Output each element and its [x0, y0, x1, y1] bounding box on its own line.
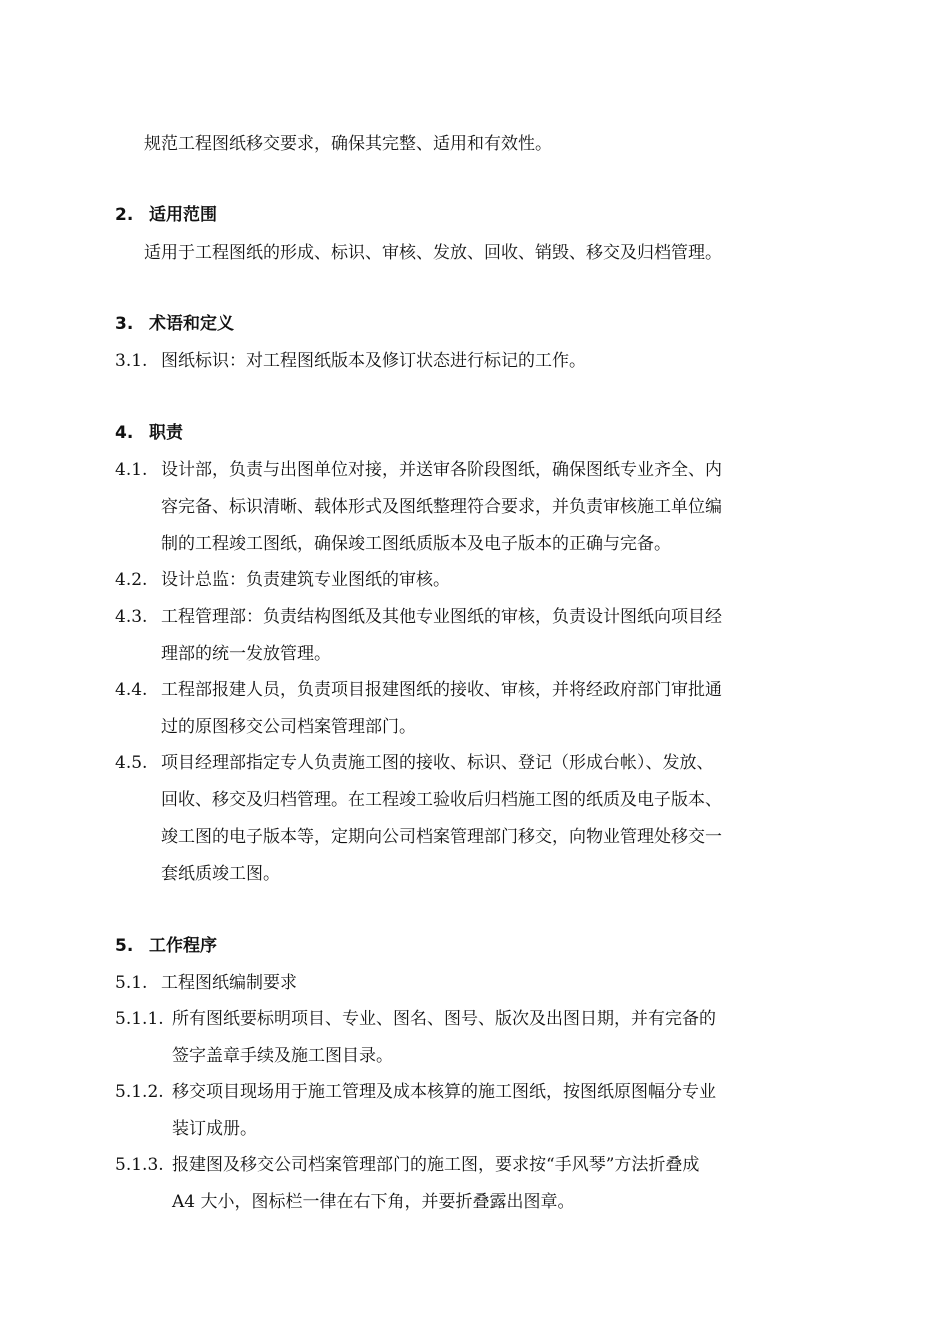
item-5-1-3-line: A4 大小，图标栏一律在右下角，并要折叠露出图章。	[172, 1192, 575, 1212]
section-3-title: 术语和定义	[149, 314, 234, 334]
item-4-4-number: 4.4.	[115, 680, 148, 700]
item-5-1-1-line: 签字盖章手续及施工图目录。	[172, 1046, 393, 1066]
item-3-1-text: 图纸标识：对工程图纸版本及修订状态进行标记的工作。	[161, 351, 586, 371]
item-4-1-line: 制的工程竣工图纸，确保竣工图纸质版本及电子版本的正确与完备。	[161, 534, 671, 554]
section-2-text: 适用于工程图纸的形成、标识、审核、发放、回收、销毁、移交及归档管理。	[144, 243, 722, 263]
item-5-1-number: 5.1.	[115, 973, 148, 993]
section-3-number: 3.	[115, 314, 134, 334]
item-4-4-line: 过的原图移交公司档案管理部门。	[161, 717, 416, 737]
section-5-title: 工作程序	[149, 936, 217, 956]
section-4-number: 4.	[115, 423, 134, 443]
item-5-1-3-line: 报建图及移交公司档案管理部门的施工图，要求按“手风琴”方法折叠成	[172, 1155, 700, 1175]
item-4-5-line: 项目经理部指定专人负责施工图的接收、标识、登记（形成台帐）、发放、	[161, 753, 714, 773]
purpose-text: 规范工程图纸移交要求，确保其完整、适用和有效性。	[144, 134, 552, 154]
item-4-5-line: 回收、移交及归档管理。在工程竣工验收后归档施工图的纸质及电子版本、	[161, 790, 722, 810]
item-4-1-number: 4.1.	[115, 460, 148, 480]
item-4-3-number: 4.3.	[115, 607, 148, 627]
section-4-title: 职责	[149, 423, 183, 443]
item-4-3-line: 理部的统一发放管理。	[161, 644, 331, 664]
item-4-1-line: 设计部，负责与出图单位对接，并送审各阶段图纸，确保图纸专业齐全、内	[161, 460, 722, 480]
item-4-1-line: 容完备、标识清晰、载体形式及图纸整理符合要求，并负责审核施工单位编	[161, 497, 722, 517]
item-4-5-line: 套纸质竣工图。	[161, 864, 280, 884]
item-5-1-text: 工程图纸编制要求	[161, 973, 297, 993]
item-4-5-number: 4.5.	[115, 753, 148, 773]
item-3-1-number: 3.1.	[115, 351, 148, 371]
item-5-1-2-line: 移交项目现场用于施工管理及成本核算的施工图纸，按图纸原图幅分专业	[172, 1082, 716, 1102]
item-5-1-1-line: 所有图纸要标明项目、专业、图名、图号、版次及出图日期，并有完备的	[172, 1009, 716, 1029]
section-5-number: 5.	[115, 936, 134, 956]
item-4-5-line: 竣工图的电子版本等，定期向公司档案管理部门移交，向物业管理处移交一	[161, 827, 722, 847]
item-4-2-line: 设计总监：负责建筑专业图纸的审核。	[161, 570, 450, 590]
section-2-title: 适用范围	[149, 205, 217, 225]
item-4-4-line: 工程部报建人员，负责项目报建图纸的接收、审核，并将经政府部门审批通	[161, 680, 722, 700]
item-5-1-2-line: 装订成册。	[172, 1119, 257, 1139]
item-5-1-3-number: 5.1.3.	[115, 1155, 164, 1175]
item-4-2-number: 4.2.	[115, 570, 148, 590]
item-5-1-1-number: 5.1.1.	[115, 1009, 164, 1029]
item-4-3-line: 工程管理部：负责结构图纸及其他专业图纸的审核，负责设计图纸向项目经	[161, 607, 722, 627]
section-2-number: 2.	[115, 205, 134, 225]
item-5-1-2-number: 5.1.2.	[115, 1082, 164, 1102]
